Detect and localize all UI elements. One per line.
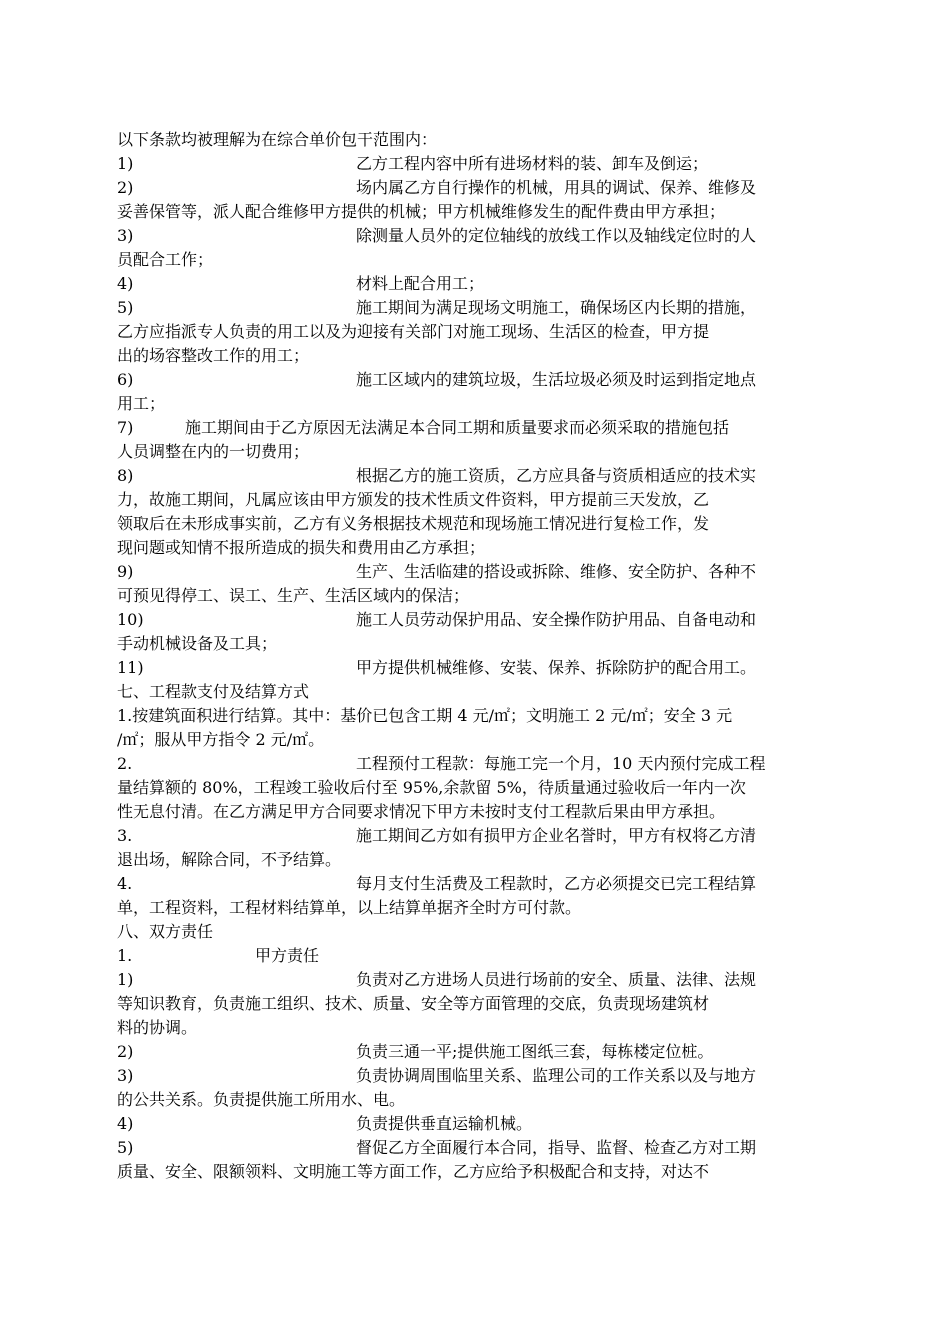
item-text: 乙方工程内容中所有进场材料的装、卸车及倒运；	[356, 154, 709, 173]
item-text: 施工期间由于乙方原因无法满足本合同工期和质量要求而必须采取的措施包括	[185, 418, 730, 437]
item-number: 1.	[117, 946, 133, 965]
item-text: 每月支付生活费及工程款时，乙方必须提交已完工程结算	[356, 874, 757, 893]
item-continuation: 料的协调。	[117, 1018, 198, 1037]
list-item	[117, 368, 837, 392]
item-number: 6)	[117, 370, 134, 389]
item-text: 甲方提供机械维修、安装、保养、拆除防护的配合用工。	[356, 658, 757, 677]
subsection-label: 甲方责任	[255, 946, 320, 965]
item-text: 场内属乙方自行操作的机械，用具的调试、保养、维修及	[356, 178, 757, 197]
item-continuation: 质量、安全、限额领料、文明施工等方面工作，乙方应给予积极配合和支持，对达不	[117, 1162, 710, 1181]
item-continuation: 现问题或知情不报所造成的损失和费用由乙方承担；	[117, 538, 486, 557]
list-item	[117, 608, 837, 632]
item-text: 根据乙方的施工资质，乙方应具备与资质相适应的技术实	[356, 466, 757, 485]
item-continuation: 力，故施工期间，凡属应该由甲方颁发的技术性质文件资料，甲方提前三天发放，乙	[117, 490, 710, 509]
item-number: 10)	[117, 610, 144, 629]
item-number: 11)	[117, 658, 144, 677]
section-heading: 八、双方责任	[117, 922, 214, 941]
item-continuation: 妥善保管等，派人配合维修甲方提供的机械；甲方机械维修发生的配件费由甲方承担；	[117, 202, 726, 221]
item-text: 负责三通一平;提供施工图纸三套，每栋楼定位桩。	[356, 1042, 714, 1061]
item-continuation: 手动机械设备及工具；	[117, 634, 278, 653]
item-number: 1)	[117, 970, 134, 989]
item-continuation: 性无息付清。在乙方满足甲方合同要求情况下甲方未按时支付工程款后果由甲方承担。	[117, 802, 726, 821]
item-text: 施工期间为满足现场文明施工，确保场区内长期的措施，	[356, 298, 757, 317]
item-number: 4)	[117, 274, 134, 293]
item-text: 施工期间乙方如有损甲方企业名誉时，甲方有权将乙方清	[356, 826, 757, 845]
list-item	[117, 752, 837, 776]
item-continuation: 可预见得停工、误工、生产、生活区域内的保洁；	[117, 586, 470, 605]
list-item	[117, 656, 837, 680]
list-item	[117, 296, 837, 320]
list-item	[117, 1136, 837, 1160]
item-number: 1)	[117, 154, 134, 173]
item-continuation: 的公共关系。负责提供施工所用水、电。	[117, 1090, 406, 1109]
item-text: 工程预付工程款：每施工完一个月，10 天内预付完成工程	[356, 754, 766, 773]
intro-text: 以下条款均被理解为在综合单价包干范围内：	[117, 130, 438, 149]
item-continuation: 员配合工作；	[117, 250, 214, 269]
list-item	[117, 416, 837, 440]
item-continuation: 领取后在未形成事实前，乙方有义务根据技术规范和现场施工情况进行复检工作，发	[117, 514, 710, 533]
item-text: 施工区域内的建筑垃圾，生活垃圾必须及时运到指定地点	[356, 370, 757, 389]
item-text: 施工人员劳动保护用品、安全操作防护用品、自备电动和	[356, 610, 757, 629]
list-item	[117, 968, 837, 992]
item-number: 9)	[117, 562, 134, 581]
item-number: 5)	[117, 1138, 134, 1157]
list-item	[117, 1112, 837, 1136]
list-item	[117, 464, 837, 488]
item-continuation: 乙方应指派专人负责的用工以及为迎接有关部门对施工现场、生活区的检查，甲方提	[117, 322, 710, 341]
list-item	[117, 872, 837, 896]
item-continuation: 等知识教育，负责施工组织、技术、质量、安全等方面管理的交底，负责现场建筑材	[117, 994, 710, 1013]
item-text: 除测量人员外的定位轴线的放线工作以及轴线定位时的人	[356, 226, 757, 245]
item-text: 生产、生活临建的搭设或拆除、维修、安全防护、各种不	[356, 562, 757, 581]
item-text: 负责对乙方进场人员进行场前的安全、质量、法律、法规	[356, 970, 757, 989]
item-number: 8)	[117, 466, 134, 485]
item-number: 5)	[117, 298, 134, 317]
item-number: 3)	[117, 1066, 134, 1085]
item-text: 负责协调周围临里关系、监理公司的工作关系以及与地方	[356, 1066, 757, 1085]
item-continuation: 人员调整在内的一切费用；	[117, 442, 310, 461]
list-item	[117, 560, 837, 584]
list-item	[117, 1064, 837, 1088]
item-number: 2)	[117, 178, 134, 197]
item-continuation: 退出场，解除合同，不予结算。	[117, 850, 342, 869]
item-number: 3.	[117, 826, 133, 845]
list-item	[117, 824, 837, 848]
item-number: 7)	[117, 418, 134, 437]
item-text: 材料上配合用工；	[356, 274, 485, 293]
paragraph-line: 1.按建筑面积进行结算。其中：基价已包含工期 4 元/㎡；文明施工 2 元/㎡；安全 3 元	[117, 706, 733, 725]
list-item	[117, 224, 837, 248]
item-continuation: 用工；	[117, 394, 166, 413]
item-number: 2.	[117, 754, 133, 773]
item-continuation: 量结算额的 80%，工程竣工验收后付至 95%,余款留 5%，待质量通过验收后一年内一次	[117, 778, 746, 797]
item-number: 4.	[117, 874, 133, 893]
item-text: 负责提供垂直运输机械。	[356, 1114, 533, 1133]
paragraph-line: /㎡；服从甲方指令 2 元/㎡。	[117, 730, 325, 749]
subsection-heading	[117, 944, 837, 968]
item-continuation: 出的场容整改工作的用工；	[117, 346, 310, 365]
list-item	[117, 1040, 837, 1064]
list-item	[117, 272, 837, 296]
list-item	[117, 152, 837, 176]
list-item	[117, 176, 837, 200]
item-number: 4)	[117, 1114, 134, 1133]
item-number: 3)	[117, 226, 134, 245]
item-continuation: 单，工程资料，工程材料结算单，以上结算单据齐全时方可付款。	[117, 898, 582, 917]
section-heading: 七、工程款支付及结算方式	[117, 682, 310, 701]
item-number: 2)	[117, 1042, 134, 1061]
item-text: 督促乙方全面履行本合同，指导、监督、检查乙方对工期	[356, 1138, 757, 1157]
